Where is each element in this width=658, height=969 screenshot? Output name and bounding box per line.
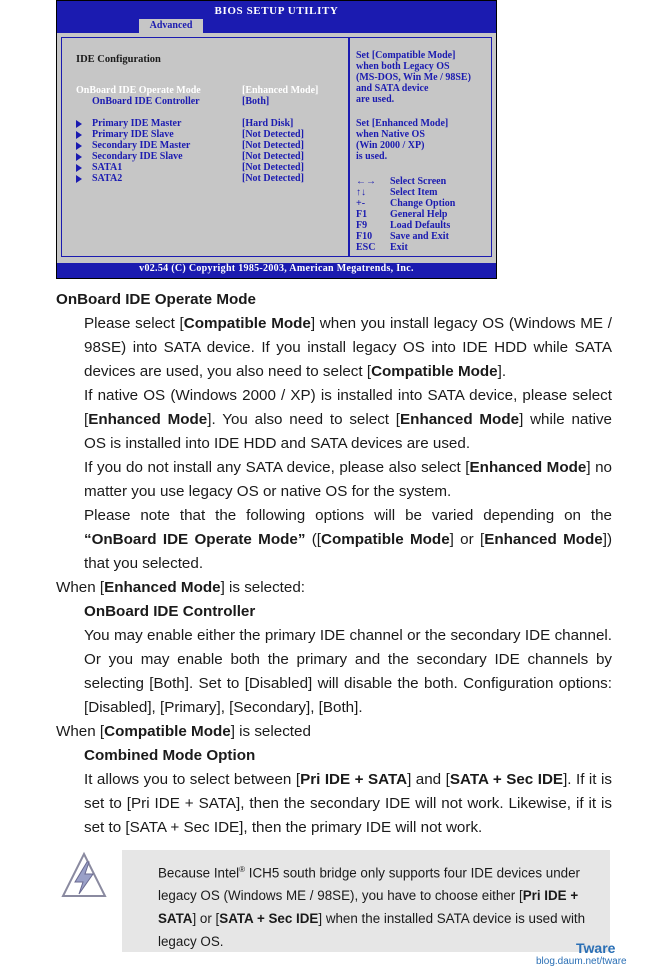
warning-icon (60, 850, 108, 902)
bold-run: Compatible Mode (104, 723, 231, 740)
bold-run: SATA + Sec IDE (219, 911, 319, 927)
paragraph-enhanced-mode (84, 384, 612, 456)
paragraph-compatible-mode (84, 312, 612, 384)
heading-combined-mode-option: Combined Mode Option (84, 747, 256, 764)
paragraph-combined-mode (84, 768, 612, 840)
submenu-arrow-icon (76, 153, 82, 161)
help-text-enhanced (356, 118, 448, 162)
text-run: ] when you install legacy OS (Windows ME / 98SE) into SATA device. If you install legacy OS into IDE HDD while SATA devices are used, you also need to select [ (84, 315, 612, 380)
setting-label: OnBoard IDE Operate Mode (76, 85, 201, 96)
text-run: It allows you to select between [ (84, 771, 301, 788)
setting-label: SATA2 (92, 173, 123, 184)
bios-screenshot (56, 0, 497, 279)
help-line: Set [Enhanced Mode] (356, 118, 449, 129)
bios-footer: v02.54 (C) Copyright 1985-2003, American Megatrends, Inc. (139, 263, 414, 274)
key-desc: Load Defaults (390, 220, 451, 231)
bold-run: Compatible Mode (183, 315, 311, 332)
bios-title: BIOS SETUP UTILITY (214, 5, 339, 17)
text-run: ]. (497, 363, 507, 380)
bold-run: Compatible Mode (321, 531, 450, 548)
text-run: ] while native OS is installed into IDE HDD and SATA devices are used. (84, 411, 613, 452)
setting-value: [Hard Disk] (242, 118, 294, 129)
heading-onboard-ide-controller: OnBoard IDE Controller (84, 603, 256, 620)
setting-label: Secondary IDE Slave (92, 151, 183, 162)
when-enhanced-selected (56, 576, 305, 600)
help-line: when Native OS (356, 129, 425, 140)
key-label: +- (356, 198, 366, 209)
bold-run: Pri IDE + SATA (158, 888, 579, 927)
text-run: ]. You also need to select [ (207, 411, 401, 428)
text-run: ] when the installed SATA device is used with legacy OS. (158, 911, 586, 950)
key-arrows-lr-icon: ←→ (356, 176, 376, 187)
bold-run: Enhanced Mode (104, 579, 221, 596)
help-line: are used. (356, 94, 395, 105)
text-run: When [ (56, 579, 105, 596)
bold-run: SATA + Sec IDE (449, 771, 564, 788)
key-desc: General Help (390, 209, 448, 220)
bios-settings-pane (61, 37, 349, 257)
paragraph-no-sata (84, 456, 612, 504)
bios-panel (57, 33, 496, 263)
help-text-compatible (356, 50, 471, 105)
text-run: ]. If it is set to [Pri IDE + SATA], then the secondary IDE will not work. Likewise, if it is set to [SATA + Sec IDE], then the primary IDE will not work. (84, 771, 612, 836)
text-run: If you do not install any SATA device, please also select [ (84, 459, 470, 476)
bold-run: Enhanced Mode (469, 459, 587, 476)
setting-value: [Not Detected] (242, 162, 304, 173)
help-line: (MS-DOS, Win Me / 98SE) (356, 72, 471, 83)
note-box (122, 850, 610, 952)
key-desc: Select Item (390, 187, 438, 198)
submenu-arrow-icon (76, 120, 82, 128)
registered-mark: ® (239, 865, 246, 874)
watermark-url: blog.daum.net/tware (536, 956, 627, 967)
submenu-arrow-icon (76, 142, 82, 150)
submenu-arrow-icon (76, 175, 82, 183)
key-desc: Save and Exit (390, 231, 449, 242)
setting-label: Primary IDE Slave (92, 129, 174, 140)
key-desc: Select Screen (390, 176, 447, 187)
key-arrows-ud-icon: ↑↓ (356, 187, 366, 198)
watermark-brand: Tware (576, 940, 616, 956)
help-line: and SATA device (356, 83, 429, 94)
text-run: ICH5 south bridge only supports four IDE devices under legacy OS (Windows ME / 98SE), you have to choose either [ (158, 865, 581, 904)
setting-label: Secondary IDE Master (92, 140, 191, 151)
help-line: Set [Compatible Mode] (356, 50, 456, 61)
submenu-arrow-icon (76, 131, 82, 139)
paragraph-options-vary (84, 504, 612, 576)
tab-advanced[interactable]: Advanced (139, 19, 203, 33)
setting-value: [Enhanced Mode] (242, 85, 319, 96)
text-run: Please note that the following options will be varied depending on the (84, 507, 612, 524)
text-run: ] no matter you use legacy OS or native OS for the system. (84, 459, 612, 500)
text-run: ] is selected (230, 723, 311, 740)
text-run: ] is selected: (220, 579, 305, 596)
text-run: ] and [ (407, 771, 450, 788)
note-text (158, 858, 588, 953)
help-line: (Win 2000 / XP) (356, 140, 425, 151)
key-label: F1 (356, 209, 368, 220)
setting-value: [Not Detected] (242, 140, 304, 151)
text-run: When [ (56, 723, 105, 740)
section-title: IDE Configuration (76, 54, 161, 65)
help-line: is used. (356, 151, 388, 162)
key-desc: Change Option (390, 198, 456, 209)
text-run: ([ (305, 531, 321, 548)
bold-run: Compatible Mode (371, 363, 498, 380)
setting-value: [Not Detected] (242, 129, 304, 140)
bold-run: “OnBoard IDE Operate Mode” (84, 531, 306, 548)
text-run: ] or [ (192, 911, 220, 927)
bios-tab-strip (57, 18, 496, 32)
setting-label: Primary IDE Master (92, 118, 182, 129)
setting-label: OnBoard IDE Controller (92, 96, 200, 107)
text-run: Please select [ (84, 315, 184, 332)
help-line: when both Legacy OS (356, 61, 450, 72)
text-run: ]) that you selected. (84, 531, 613, 572)
setting-label: SATA1 (92, 162, 123, 173)
bold-run: Pri IDE + SATA (300, 771, 408, 788)
bold-run: Enhanced Mode (400, 411, 520, 428)
text-run: If native OS (Windows 2000 / XP) is installed into SATA device, please select [ (84, 387, 612, 428)
key-label: F9 (356, 220, 368, 231)
submenu-arrow-icon (76, 164, 82, 172)
bold-run: Enhanced Mode (484, 531, 603, 548)
when-compatible-selected (56, 720, 311, 744)
text-run: Because Intel (158, 865, 240, 881)
heading-onboard-ide-operate-mode: OnBoard IDE Operate Mode (56, 291, 256, 308)
setting-value: [Not Detected] (242, 151, 304, 162)
key-label: ESC (356, 242, 376, 253)
paragraph-ide-controller: You may enable either the primary IDE channel or the secondary IDE channel. Or you may enable both the primary and the secondary IDE channels by selecting [Both]. Set to [Disabled] will disable the both. Configuration options: [Disabled], [Primary], [Secondary], [Both]. (84, 627, 612, 716)
setting-value: [Not Detected] (242, 173, 304, 184)
bold-run: Enhanced Mode (88, 411, 208, 428)
text-run: ] or [ (449, 531, 485, 548)
bios-help-pane (349, 37, 492, 257)
key-label: F10 (356, 231, 373, 242)
setting-value: [Both] (242, 96, 270, 107)
key-desc: Exit (390, 242, 408, 253)
